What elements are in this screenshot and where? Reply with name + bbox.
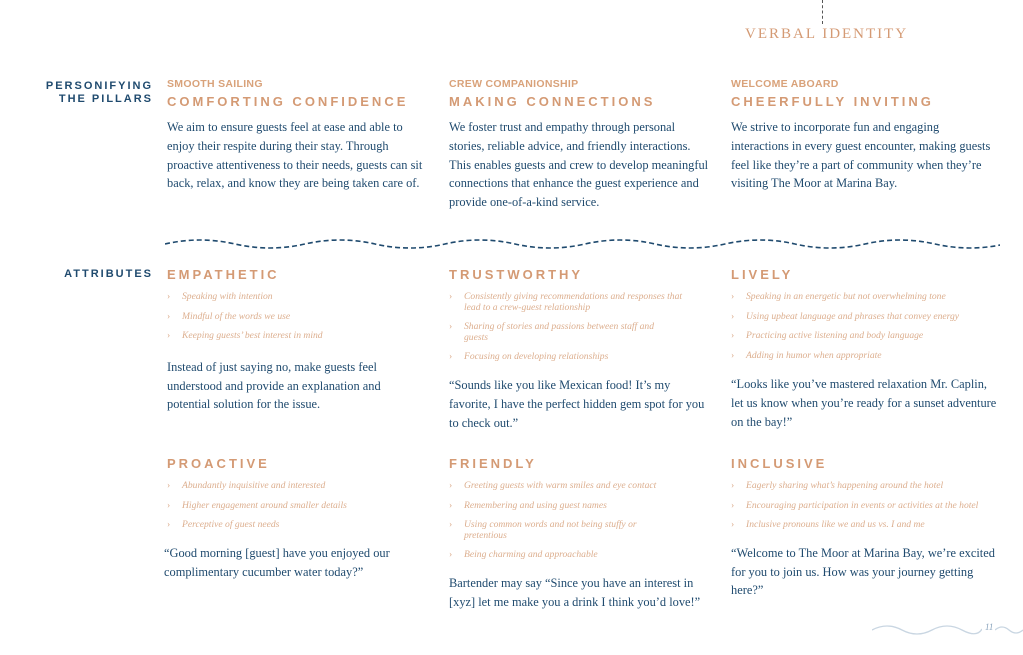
attribute-bullets	[167, 481, 429, 531]
attribute-bullets	[449, 481, 719, 561]
pillar-title: CHEERFULLY INVITING	[731, 94, 934, 109]
chevron-right-icon: ›	[167, 291, 171, 302]
attribute-example: Bartender may say “Since you have an interest in [xyz] let me make you a drink I think you’d love!”	[449, 575, 701, 609]
attribute-bullets	[731, 292, 1001, 361]
page-header-title: VERBAL IDENTITY	[745, 26, 909, 42]
chevron-right-icon: ›	[731, 291, 735, 302]
attribute-inclusive	[731, 456, 1001, 600]
attribute-example: “Sounds like you like Mexican food! It’s my favorite, I have the perfect hidden gem spot for you to check out.”	[449, 377, 705, 430]
chevron-right-icon: ›	[731, 330, 735, 342]
list-item: › Remembering and using guest names	[449, 499, 607, 511]
list-item: › Practicing active listening and body language	[731, 330, 924, 342]
chevron-right-icon: ›	[731, 349, 735, 361]
list-item: › Encouraging participation in events or activities at the hotel	[731, 499, 979, 511]
list-item: › Mindful of the words we use	[167, 310, 291, 322]
attribute-example: “Looks like you’ve mastered relaxation Mr. Caplin, let us know when you’re ready for a sunset adventure on the bay!”	[731, 377, 997, 429]
list-item: › Inclusive pronouns like we and us vs. I and me	[731, 519, 925, 531]
pillars-section-label	[40, 80, 153, 106]
attribute-bullets	[731, 481, 1001, 531]
wavy-divider	[165, 236, 1000, 252]
list-item: › Using upbeat language and phrases that convey energy	[731, 310, 960, 322]
list-item: › Speaking with intention	[167, 291, 273, 302]
chevron-right-icon: ›	[449, 321, 453, 333]
attribute-proactive	[164, 456, 429, 581]
pillar-body: We strive to incorporate fun and engaging interactions in every guest encounter, making guests feel like they’re a part of community when they’re visiting The Moor at Marina Bay.	[731, 120, 991, 191]
attribute-lively	[731, 267, 1001, 432]
attribute-title: FRIENDLY	[449, 456, 537, 471]
corner-wave-decoration	[995, 623, 1023, 635]
pillar-column-2	[449, 78, 711, 212]
list-item: › Sharing of stories and passions between staff and guests	[449, 321, 655, 343]
chevron-right-icon: ›	[449, 519, 453, 531]
list-item: › Keeping guests’ best interest in mind	[167, 330, 323, 342]
chevron-right-icon: ›	[449, 291, 453, 302]
pillars-section-label-line-2: THE PILLARS	[58, 93, 153, 105]
attribute-title: INCLUSIVE	[731, 456, 828, 471]
list-item: › Speaking in an energetic but not overwhelming tone	[731, 291, 946, 302]
attribute-empathetic	[167, 267, 429, 414]
pillars-section-label-line-1: PERSONIFYING	[45, 80, 153, 92]
list-item: › Being charming and approachable	[449, 549, 598, 561]
list-item: › Higher engagement around smaller details	[167, 499, 347, 511]
list-item: › Perceptive of guest needs	[167, 519, 280, 531]
attribute-bullets	[167, 292, 429, 342]
chevron-right-icon: ›	[167, 330, 171, 342]
chevron-right-icon: ›	[731, 480, 735, 491]
attribute-example: “Welcome to The Moor at Marina Bay, we’re excited for you to join us. How was your journey getting here?”	[731, 545, 995, 598]
attribute-title: LIVELY	[731, 267, 794, 282]
pillar-column-1	[167, 78, 427, 193]
chevron-right-icon: ›	[449, 499, 453, 511]
chevron-right-icon: ›	[731, 310, 735, 322]
attribute-title: PROACTIVE	[167, 456, 270, 471]
header-divider-line	[822, 0, 823, 24]
chevron-right-icon: ›	[449, 480, 453, 491]
attribute-friendly	[449, 456, 719, 612]
list-item: › Greeting guests with warm smiles and eye contact	[449, 480, 657, 491]
chevron-right-icon: ›	[449, 351, 453, 363]
list-item: › Eagerly sharing what’s happening around the hotel	[731, 480, 944, 491]
pillar-title: COMFORTING CONFIDENCE	[167, 94, 409, 109]
pillar-kicker: WELCOME ABOARD	[731, 78, 839, 90]
attribute-title: TRUSTWORTHY	[449, 267, 584, 282]
list-item: › Focusing on developing relationships	[449, 351, 609, 363]
pillar-title: MAKING CONNECTIONS	[449, 94, 656, 109]
chevron-right-icon: ›	[167, 519, 171, 531]
chevron-right-icon: ›	[167, 480, 171, 491]
list-item: › Consistently giving recommendations and responses that lead to a crew-guest relationship	[449, 291, 683, 313]
pillar-kicker: CREW COMPANIONSHIP	[449, 78, 579, 90]
chevron-right-icon: ›	[167, 499, 171, 511]
pillar-kicker: SMOOTH SAILING	[167, 78, 263, 90]
attribute-bullets	[449, 292, 699, 363]
wave-decoration	[872, 621, 982, 635]
list-item: › Adding in humor when appropriate	[731, 349, 882, 361]
chevron-right-icon: ›	[731, 519, 735, 531]
chevron-right-icon: ›	[731, 499, 735, 511]
pillar-column-3	[731, 78, 993, 193]
pillar-body: We foster trust and empathy through personal stories, reliable advice, and friendly interactions. This enables guests and crew to develop meaningful connections that enhance the guest experience and provide one-of-a-kind service.	[449, 120, 709, 210]
attribute-trustworthy	[449, 267, 711, 432]
chevron-right-icon: ›	[449, 549, 453, 561]
attribute-title: EMPATHETIC	[167, 267, 280, 282]
list-item: › Using common words and not being stuffy or pretentious	[449, 519, 637, 541]
chevron-right-icon: ›	[167, 310, 171, 322]
attribute-example: “Good morning [guest] have you enjoyed our complimentary cucumber water today?”	[164, 545, 390, 579]
attributes-section-label: ATTRIBUTES	[64, 268, 153, 280]
attribute-example: Instead of just saying no, make guests feel understood and provide an explanation and potential solution for the issue.	[167, 359, 381, 412]
page-number: 11	[985, 622, 994, 632]
pillar-body: We aim to ensure guests feel at ease and able to enjoy their respite during their stay. Through proactive attentiveness to their needs, guests can sit back, relax, and know they are being taken care of.	[167, 120, 423, 191]
list-item: › Abundantly inquisitive and interested	[167, 480, 326, 491]
